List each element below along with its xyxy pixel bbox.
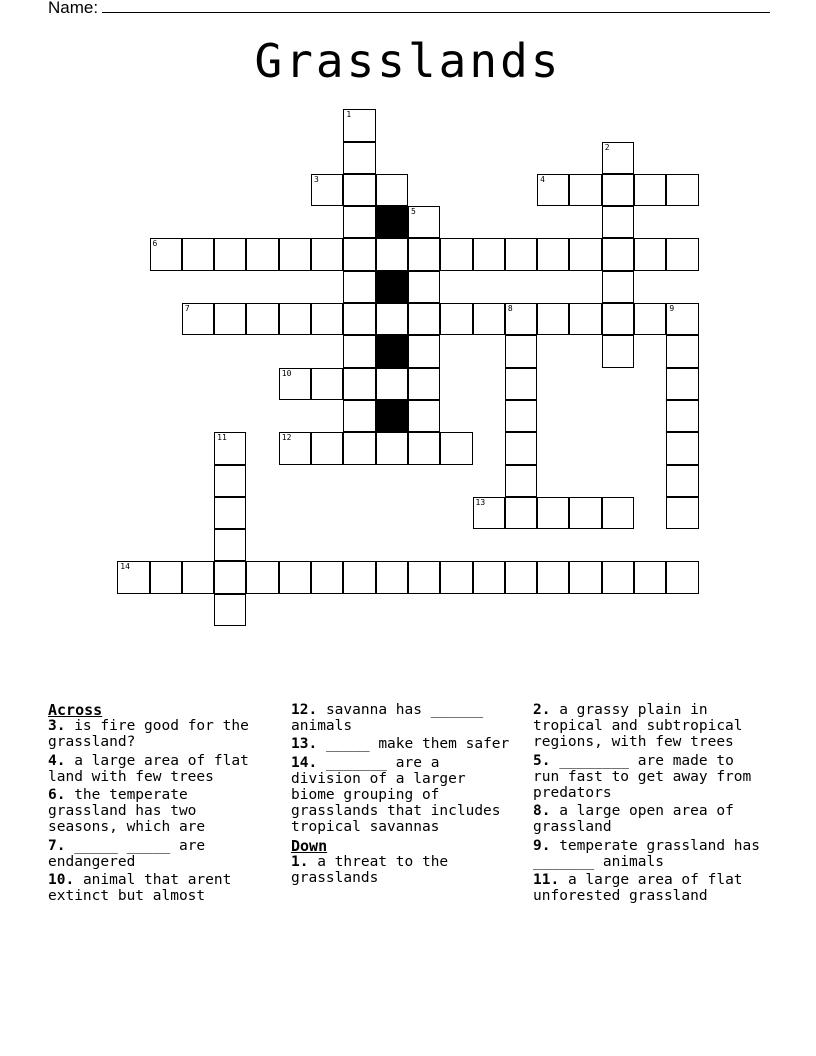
grid-cell[interactable] <box>537 303 569 335</box>
grid-cell[interactable] <box>214 561 246 593</box>
grid-cell[interactable] <box>505 400 537 432</box>
grid-cell[interactable] <box>408 335 440 367</box>
grid-cell[interactable] <box>279 432 311 464</box>
grid-cell[interactable] <box>408 206 440 238</box>
cell-number: 5 <box>410 207 416 217</box>
grid-cell[interactable] <box>505 368 537 400</box>
grid-cell[interactable] <box>440 432 472 464</box>
cell-number: 9 <box>669 304 675 314</box>
clue-across-4: 4. a large area of flat land with few trees <box>48 752 249 785</box>
grid-cell[interactable] <box>473 497 505 529</box>
grid-cell[interactable] <box>408 432 440 464</box>
clue-across-3: 3. is fire good for the grassland? <box>48 718 249 751</box>
grid-cell[interactable] <box>473 303 505 335</box>
grid-cell[interactable] <box>376 368 408 400</box>
grid-cell[interactable] <box>408 561 440 593</box>
grid-cell[interactable] <box>666 561 698 593</box>
black-cell <box>376 400 408 432</box>
black-cell <box>376 206 408 238</box>
clue-down-2: 2. a grassy plain in tropical and subtropical regions, with few trees <box>533 702 743 751</box>
grid-cell[interactable] <box>666 497 698 529</box>
clue-across-12: 12. savanna has ______ animals <box>291 702 484 735</box>
clue-across-7: 7. _____ _____ are endangered <box>48 837 206 870</box>
grid-cell[interactable] <box>343 561 375 593</box>
grid-cell[interactable] <box>602 174 634 206</box>
grid-cell[interactable] <box>666 303 698 335</box>
across-heading: Across <box>48 701 103 719</box>
grid-cell[interactable] <box>440 238 472 270</box>
grid-cell[interactable] <box>666 400 698 432</box>
grid-cell[interactable] <box>246 561 278 593</box>
grid-cell[interactable] <box>505 335 537 367</box>
clue-across-6: 6. the temperate grassland has two seasons, which are <box>48 787 206 836</box>
grid-cell[interactable] <box>505 432 537 464</box>
grid-cell[interactable] <box>214 465 246 497</box>
grid-cell[interactable] <box>505 303 537 335</box>
grid-cell[interactable] <box>150 561 182 593</box>
grid-cell[interactable] <box>569 303 601 335</box>
grid-cell[interactable] <box>214 594 246 626</box>
black-cell <box>376 335 408 367</box>
cell-number: 1 <box>346 110 352 120</box>
grid-cell[interactable] <box>408 400 440 432</box>
clue-down-5: 5. ________ are made to run fast to get away from predators <box>533 752 752 802</box>
clue-across-14: 14. _______ are a division of a larger biome grouping of grasslands that includes tropical savannas <box>291 754 501 836</box>
clues-column-3 <box>533 702 768 906</box>
page-title: Grasslands <box>254 34 562 88</box>
grid-cell[interactable] <box>505 561 537 593</box>
grid-cell[interactable] <box>343 142 375 174</box>
grid-cell[interactable] <box>602 142 634 174</box>
down-heading: Down <box>291 836 328 855</box>
clues-column-2 <box>291 702 516 888</box>
grid-cell[interactable] <box>117 561 149 593</box>
grid-cell[interactable] <box>182 561 214 593</box>
cell-number: 11 <box>217 433 227 443</box>
grid-cell[interactable] <box>537 174 569 206</box>
grid-cell[interactable] <box>602 238 634 270</box>
grid-cell[interactable] <box>279 561 311 593</box>
grid-cell[interactable] <box>602 303 634 335</box>
grid-cell[interactable] <box>569 497 601 529</box>
clues-column-1 <box>48 702 273 906</box>
grid-cell[interactable] <box>602 497 634 529</box>
cell-number: 7 <box>184 304 190 314</box>
clue-down-8: 8. a large open area of grassland <box>533 803 734 836</box>
grid-cell[interactable] <box>376 432 408 464</box>
cell-number: 10 <box>281 368 292 378</box>
grid-cell[interactable] <box>634 174 666 206</box>
grid-cell[interactable] <box>214 529 246 561</box>
grid-cell[interactable] <box>666 432 698 464</box>
grid-cell[interactable] <box>602 561 634 593</box>
clue-down-9: 9. temperate grassland has _______ animals <box>533 837 760 870</box>
grid-cell[interactable] <box>440 303 472 335</box>
grid-cell[interactable] <box>473 238 505 270</box>
grid-cell[interactable] <box>666 174 698 206</box>
grid-cell[interactable] <box>634 238 666 270</box>
grid-cell[interactable] <box>602 335 634 367</box>
grid-cell[interactable] <box>311 561 343 593</box>
grid-cell[interactable] <box>343 400 375 432</box>
grid-cell[interactable] <box>311 368 343 400</box>
grid-cell[interactable] <box>569 238 601 270</box>
grid-cell[interactable] <box>408 368 440 400</box>
grid-cell[interactable] <box>505 465 537 497</box>
grid-cell[interactable] <box>634 561 666 593</box>
grid-cell[interactable] <box>634 303 666 335</box>
clue-across-10: 10. animal that arent extinct but almost <box>48 872 232 905</box>
grid-cell[interactable] <box>666 238 698 270</box>
grid-cell[interactable] <box>376 174 408 206</box>
grid-cell[interactable] <box>376 561 408 593</box>
grid-cell[interactable] <box>279 238 311 270</box>
grid-cell[interactable] <box>537 238 569 270</box>
cell-number: 14 <box>120 562 130 572</box>
grid-cell[interactable] <box>343 432 375 464</box>
grid-cell[interactable] <box>666 465 698 497</box>
grid-cell[interactable] <box>182 303 214 335</box>
cell-number: 3 <box>314 174 319 184</box>
grid-cell[interactable] <box>279 303 311 335</box>
cell-number: 6 <box>152 239 158 249</box>
grid-cell[interactable] <box>602 206 634 238</box>
name-label: Name: <box>48 0 99 17</box>
cell-number: 8 <box>507 304 513 314</box>
grid-cell[interactable] <box>408 303 440 335</box>
grid-cell[interactable] <box>214 497 246 529</box>
clue-down-1: 1. a threat to the grasslands <box>291 853 449 887</box>
grid-cell[interactable] <box>311 432 343 464</box>
grid-cell[interactable] <box>408 238 440 270</box>
grid-cell[interactable] <box>343 109 375 141</box>
grid-cell[interactable] <box>569 174 601 206</box>
grid-cell[interactable] <box>343 303 375 335</box>
grid-cell[interactable] <box>666 368 698 400</box>
grid-cell[interactable] <box>214 238 246 270</box>
black-cell <box>376 271 408 303</box>
grid-cell[interactable] <box>473 561 505 593</box>
grid-cell[interactable] <box>569 561 601 593</box>
grid-cell[interactable] <box>214 432 246 464</box>
grid-cell[interactable] <box>408 271 440 303</box>
grid-cell[interactable] <box>505 497 537 529</box>
grid-cell[interactable] <box>182 238 214 270</box>
grid-cell[interactable] <box>505 238 537 270</box>
grid-cell[interactable] <box>376 238 408 270</box>
grid-cell[interactable] <box>440 561 472 593</box>
grid-cell[interactable] <box>343 335 375 367</box>
cell-number: 4 <box>540 174 545 184</box>
grid-cell[interactable] <box>246 303 278 335</box>
grid-cell[interactable] <box>666 335 698 367</box>
grid-cell[interactable] <box>343 206 375 238</box>
grid-cell[interactable] <box>343 271 375 303</box>
cell-number: 13 <box>475 497 486 507</box>
grid-cell[interactable] <box>150 238 182 270</box>
grid-cell[interactable] <box>537 497 569 529</box>
grid-cell[interactable] <box>343 174 375 206</box>
grid-cell[interactable] <box>214 303 246 335</box>
grid-cell[interactable] <box>602 271 634 303</box>
grid-cell[interactable] <box>537 561 569 593</box>
cell-number: 2 <box>604 142 610 152</box>
clue-down-11: 11. a large area of flat unforested grassland <box>533 872 743 905</box>
cell-number: 12 <box>281 433 292 443</box>
grid-cell[interactable] <box>376 303 408 335</box>
grid-cell[interactable] <box>343 238 375 270</box>
clue-across-13: 13. _____ make them safer <box>291 736 510 753</box>
grid-cell[interactable] <box>311 174 343 206</box>
grid-cell[interactable] <box>311 238 343 270</box>
grid-cell[interactable] <box>343 368 375 400</box>
grid-cell[interactable] <box>311 303 343 335</box>
grid-cell[interactable] <box>246 238 278 270</box>
grid-cell[interactable] <box>279 368 311 400</box>
